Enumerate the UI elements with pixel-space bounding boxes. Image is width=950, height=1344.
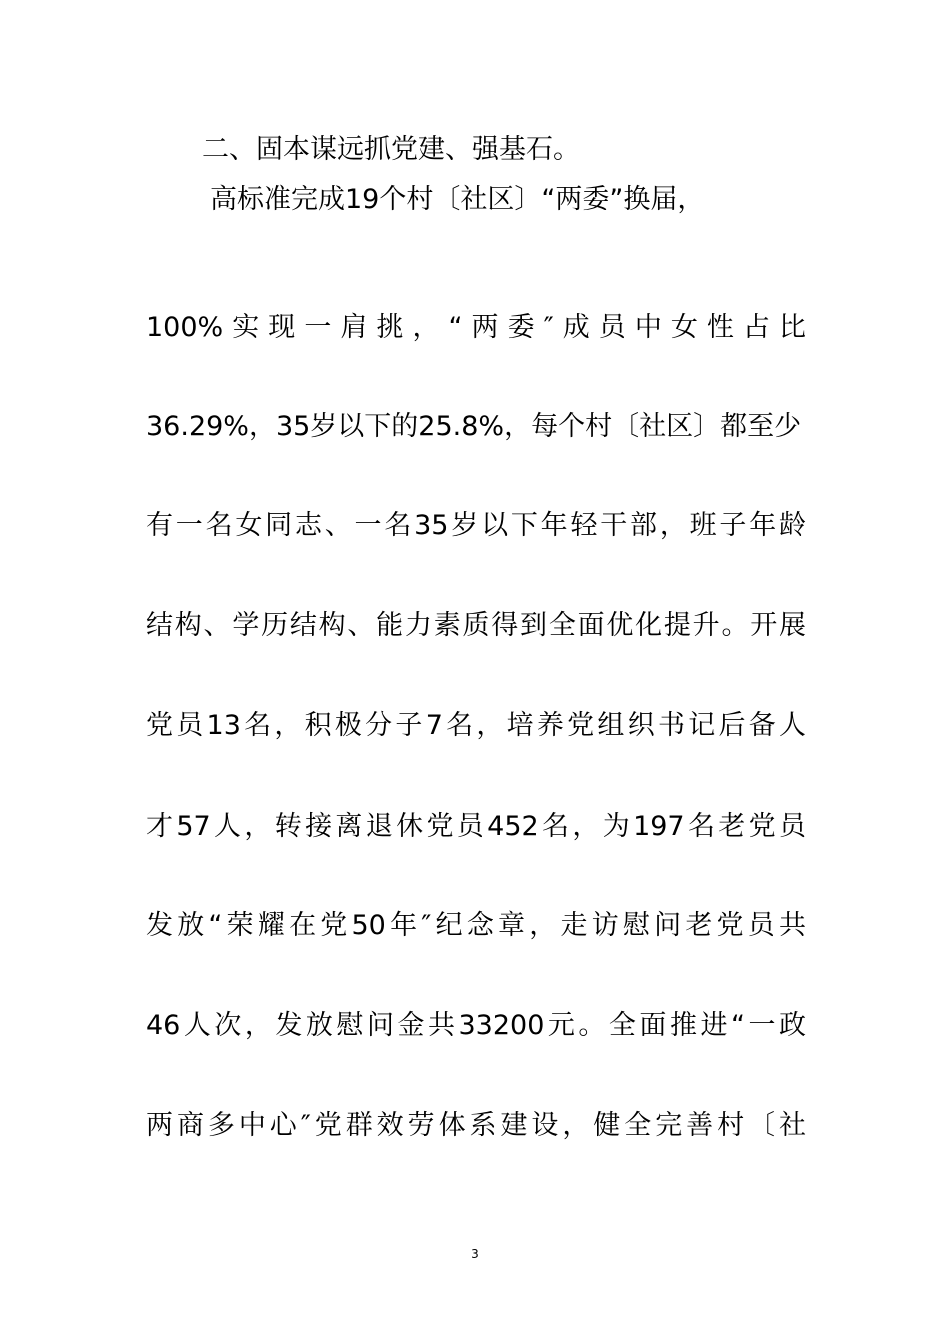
paragraph-line-7: 才57人，转接离退休党员452名，为197名老党员	[146, 811, 806, 842]
paragraph-line-9: 46人次，发放慰问金共33200元。全面推进“一政	[146, 1010, 806, 1041]
paragraph-line-8: 发放“荣耀在党50年″纪念章，走访慰问老党员共	[146, 910, 806, 941]
paragraph-line-6: 党员13名，积极分子7名，培养党组织书记后备人	[146, 710, 806, 741]
paragraph-line-10: 两商多中心″党群效劳体系建设，健全完善村〔社	[146, 1110, 806, 1141]
paragraph-line-2: 100%实现一肩挑，“两委″成员中女性占比	[146, 312, 806, 343]
section-heading: 二、固本谋远抓党建、强基石。	[202, 134, 580, 165]
page-number: 3	[471, 1247, 479, 1261]
paragraph-line-1: 高标准完成19个村〔社区〕“两委”换届，	[210, 184, 705, 215]
paragraph-line-3: 36.29%，35岁以下的25.8%，每个村〔社区〕都至少	[146, 411, 802, 442]
paragraph-line-5: 结构、学历结构、能力素质得到全面优化提升。开展	[146, 610, 806, 641]
paragraph-line-4: 有一名女同志、一名35岁以下年轻干部，班子年龄	[146, 510, 806, 541]
